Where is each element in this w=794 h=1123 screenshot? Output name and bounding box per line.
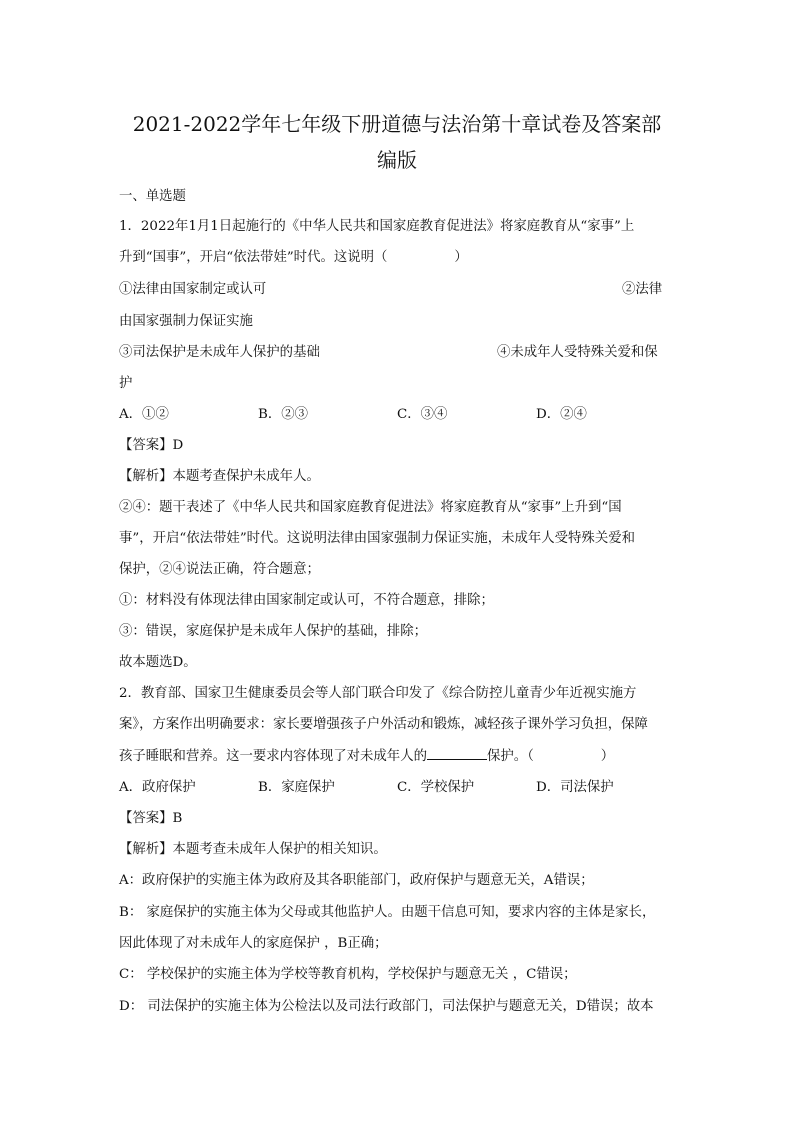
q2-stem-line2: 案》，方案作出明确要求：家长要增强孩子户外活动和锻炼，减轻孩子课外学习负担，保障 bbox=[119, 717, 648, 732]
q2-answer-blank bbox=[427, 747, 487, 760]
q1-choice-b: B．②③ bbox=[258, 407, 309, 422]
q1-stem-line2: 升到“国事”，开启“依法带娃”时代。这说明（ ） bbox=[119, 250, 468, 265]
q1-stem-line1: 1．2022年1月1日起施行的《中华人民共和国家庭教育促进法》将家庭教育从“家事”上 bbox=[119, 219, 635, 234]
document-title-line2: 编版 bbox=[377, 148, 417, 172]
q1-option-4-part1: ④未成年人受特殊关爱和保 bbox=[497, 345, 658, 360]
q1-choice-d: D．②④ bbox=[536, 407, 587, 422]
q2-choice-c: C．学校保护 bbox=[397, 780, 475, 795]
q1-option-2-part1: ②法律 bbox=[622, 282, 663, 297]
section-heading: 一、单选题 bbox=[119, 189, 186, 204]
q1-answer: 【答案】D bbox=[119, 438, 184, 453]
q2-choice-a: A．政府保护 bbox=[119, 780, 196, 795]
q1-explanation-line3: 保护，②④说法正确，符合题意； bbox=[119, 562, 320, 577]
q2-choice-d: D．司法保护 bbox=[536, 780, 614, 795]
q2-stem-line3-part1: 孩子睡眠和营养。这一要求内容体现了对未成年人的 bbox=[119, 749, 427, 764]
q2-stem-line3-part2: 保护。（ ） bbox=[486, 749, 615, 764]
q2-explanation-line4: C： 学校保护的实施主体为学校等教育机构，学校保护与题意无关 ，C错误； bbox=[119, 967, 577, 982]
q2-explanation-line1: A：政府保护的实施主体为政府及其各职能部门，政府保护与题意无关，A错误； bbox=[119, 873, 594, 888]
q2-explanation-line5: D： 司法保护的实施主体为公检法以及司法行政部门，司法保护与题意无关，D错误；故本 bbox=[119, 999, 654, 1014]
q2-analysis: 【解析】本题考查未成年人保护的相关知识。 bbox=[119, 842, 387, 857]
q2-explanation-line2: B： 家庭保护的实施主体为父母或其他监护人。由题干信息可知，要求内容的主体是家长， bbox=[119, 905, 656, 920]
document-title-line1: 2021-2022学年七年级下册道德与法治第十章试卷及答案部 bbox=[132, 112, 662, 136]
q2-stem-line1: 2．教育部、国家卫生健康委员会等人部门联合印发了《综合防控儿童青少年近视实施方 bbox=[119, 686, 637, 701]
q1-explanation-line6: 故本题选D。 bbox=[119, 655, 197, 670]
q1-option-1: ①法律由国家制定或认可 bbox=[119, 282, 267, 297]
q2-explanation-line3: 因此体现了对未成年人的家庭保护 ，B正确； bbox=[119, 936, 388, 951]
q1-analysis: 【解析】本题考查保护未成年人。 bbox=[119, 469, 320, 484]
q2-choice-b: B．家庭保护 bbox=[258, 780, 335, 795]
q1-choice-a: A．①② bbox=[119, 407, 169, 422]
q1-explanation-line1: ②④：题干表述了《中华人民共和国家庭教育促进法》将家庭教育从“家事”上升到“国 bbox=[119, 500, 622, 515]
q1-choice-c: C．③④ bbox=[397, 407, 448, 422]
q1-explanation-line2: 事”，开启“依法带娃”时代。这说明法律由国家强制力保证实施，未成年人受特殊关爱和 bbox=[119, 531, 635, 546]
q2-answer: 【答案】B bbox=[119, 811, 183, 826]
q1-explanation-line4: ①：材料没有体现法律由国家制定或认可，不符合题意，排除； bbox=[119, 593, 494, 608]
q1-explanation-line5: ③：错误，家庭保护是未成年人保护的基础，排除； bbox=[119, 624, 427, 639]
q2-stem-line3 bbox=[119, 747, 614, 766]
q1-option-3: ③司法保护是未成年人保护的基础 bbox=[119, 345, 320, 360]
q1-option-2-part2: 由国家强制力保证实施 bbox=[119, 314, 253, 329]
q1-option-4-part2: 护 bbox=[119, 376, 133, 391]
